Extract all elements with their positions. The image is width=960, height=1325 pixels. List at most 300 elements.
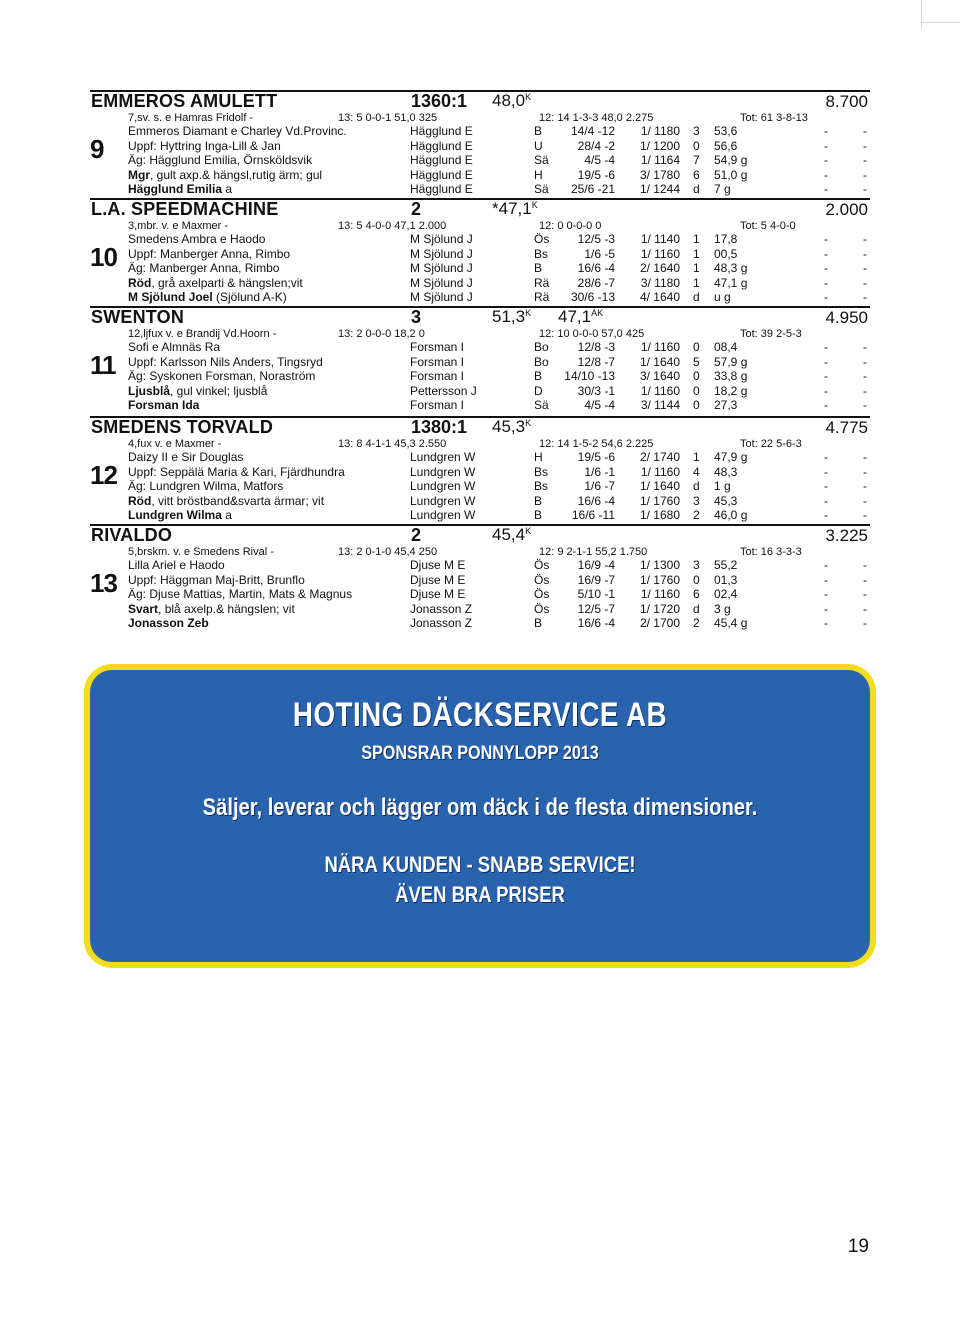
placing: 2	[693, 616, 700, 630]
driver: Hägglund E	[410, 167, 473, 182]
ad-subtitle: SPONSRAR PONNYLOPP 2013	[361, 743, 599, 764]
info-rest: , grå axelparti & hängslen;vit	[151, 275, 303, 290]
info-bold: Forsman Ida	[128, 398, 200, 412]
placing: 6	[693, 167, 700, 182]
race-date: 19/5 -6	[577, 167, 615, 182]
driver: Forsman I	[410, 354, 465, 369]
km-time: 27,3	[714, 398, 738, 412]
info-rest: Lilla Ariel e Haodo	[128, 558, 225, 572]
km-time: 54,9 g	[714, 153, 748, 167]
driver: M Sjölund J	[410, 232, 473, 246]
prize-won: -	[863, 261, 867, 275]
placing: 1	[693, 261, 700, 275]
info-rest: a	[222, 182, 233, 196]
track: Bs	[534, 464, 549, 479]
start-number: 12	[90, 460, 117, 490]
info-bold: Mgr	[128, 167, 150, 182]
info-text	[128, 558, 225, 572]
race-date: 30/6 -13	[570, 290, 615, 304]
race-row	[90, 232, 870, 247]
prize-won: -	[863, 232, 867, 246]
prize-won: -	[863, 153, 867, 167]
driver: Jonasson Z	[410, 601, 473, 616]
race-row	[90, 558, 870, 573]
info-rest: (Sjölund A-K)	[212, 290, 287, 304]
track: B	[534, 369, 543, 383]
placing: 1	[693, 246, 700, 261]
track: B	[534, 261, 543, 275]
prize-won: -	[863, 587, 867, 601]
stat-4: Tot: 39 2-5-3	[740, 328, 802, 340]
track: Bo	[534, 354, 549, 369]
race-date: 16/9 -4	[577, 558, 615, 572]
race-row	[90, 384, 870, 399]
km-time: 17,8	[714, 232, 738, 246]
info-text	[128, 290, 287, 304]
odds: -	[824, 572, 828, 587]
info-rest: Uppf: Manberger Anna, Rimbo	[128, 246, 291, 261]
horse-entry	[90, 198, 870, 305]
race-row	[90, 616, 870, 631]
odds: -	[824, 587, 828, 601]
horse-name: EMMEROS AMULETT	[91, 91, 278, 111]
race-date: 25/6 -21	[570, 182, 615, 196]
km-time: 7 g	[714, 182, 731, 196]
info-text	[128, 465, 345, 479]
race-row	[90, 369, 870, 384]
driver: Lundgren W	[410, 479, 476, 493]
info-text	[128, 340, 220, 354]
track: Ös	[534, 558, 550, 572]
info-text	[128, 355, 323, 369]
start-distance: 1/ 1640	[639, 479, 680, 493]
driver: M Sjölund J	[410, 261, 473, 275]
track: Rä	[534, 275, 550, 290]
info-rest: a	[221, 508, 232, 522]
stat-2: 13: 2 0-0-0 18,2 0	[338, 328, 425, 340]
track: Sä	[534, 182, 549, 196]
stat-3: 12: 0 0-0-0 0	[539, 220, 602, 232]
horse-header	[90, 306, 870, 328]
info-rest: Emmeros Diamant e Charley Vd.Provinc.	[128, 124, 347, 138]
prize-won: -	[863, 369, 867, 383]
stat-2: 13: 8 4-1-1 45,3 2.550	[338, 438, 447, 450]
start-distance: 1/ 1160	[640, 587, 680, 601]
odds: -	[824, 464, 828, 479]
track: B	[534, 508, 543, 522]
start-distance: 3/ 1640	[639, 369, 680, 383]
start-distance: 3/ 1780	[639, 167, 680, 182]
placing: 3	[693, 558, 700, 572]
km-time: 53,6	[714, 124, 738, 138]
stat-1: 7,sv. s. e Hamras Fridolf -	[128, 112, 254, 124]
track: B	[534, 124, 543, 138]
info-text	[128, 153, 312, 167]
prize-won: -	[863, 601, 867, 616]
stat-2: 13: 2 0-1-0 45,4 250	[338, 546, 438, 558]
info-text	[128, 384, 267, 398]
km-time: 33,8 g	[714, 369, 748, 383]
driver: M Sjölund J	[410, 246, 473, 261]
placing: 3	[693, 124, 700, 138]
odds: -	[824, 601, 828, 616]
prize-won: -	[863, 383, 867, 398]
horse-stats	[90, 328, 870, 340]
placing: d	[693, 479, 700, 493]
track: Sä	[534, 153, 549, 167]
km-time: 45,4 g	[714, 616, 748, 630]
odds: -	[824, 246, 828, 261]
record-value: *47,1	[492, 199, 532, 218]
placing: 6	[693, 587, 700, 601]
start-number: 10	[90, 242, 117, 272]
track: Bo	[534, 340, 549, 354]
record	[492, 307, 531, 327]
placing: 1	[693, 232, 700, 246]
stat-3: 12: 9 2-1-1 55,2 1.750	[539, 546, 648, 558]
stat-2: 13: 5 0-0-1 51,0 325	[338, 112, 438, 124]
start-distance: 3/ 1180	[640, 275, 680, 290]
driver: Hägglund E	[410, 182, 473, 196]
race-row	[90, 340, 870, 355]
race-row	[90, 124, 870, 139]
info-text	[128, 508, 232, 522]
race-date: 16/6 -4	[577, 261, 615, 275]
driver: Hägglund E	[410, 153, 473, 167]
km-time: 47,1 g	[714, 275, 748, 290]
stat-1: 12,ljfux v. e Brandij Vd.Hoorn -	[128, 328, 277, 340]
stat-1: 5,brskm. v. e Smedens Rival -	[128, 546, 274, 558]
driver: Djuse M E	[410, 587, 466, 601]
info-bold: Röd	[128, 275, 152, 290]
prize-won: -	[863, 450, 867, 464]
record-value: 48,0	[492, 91, 526, 110]
record2-sup: AK	[591, 308, 604, 318]
record	[492, 417, 531, 437]
info-rest: , gul vinkel; ljusblå	[170, 383, 268, 398]
horse-stats	[90, 438, 870, 450]
race-date: 19/5 -6	[577, 450, 615, 464]
race-date: 5/10 -1	[577, 587, 615, 601]
race-date: 12/8 -3	[577, 340, 615, 354]
info-text	[128, 182, 232, 196]
race-row	[90, 602, 870, 617]
ad-slogan-1: NÄRA KUNDEN - SNABB SERVICE!	[324, 852, 636, 877]
record	[492, 199, 538, 219]
odds: -	[824, 558, 828, 572]
km-time: 18,2 g	[714, 383, 748, 398]
info-text	[128, 276, 303, 290]
info-text	[128, 616, 209, 630]
distance: 3	[411, 307, 422, 327]
km-time: 55,2	[714, 558, 738, 572]
track: H	[534, 450, 543, 464]
prize-won: -	[863, 398, 867, 412]
track: Bs	[534, 479, 549, 493]
start-distance: 1/ 1300	[639, 558, 680, 572]
km-time: 3 g	[714, 601, 731, 616]
record-sup: K	[525, 526, 532, 536]
page-number: 19	[847, 1236, 869, 1257]
race-row	[90, 508, 870, 523]
stat-4: Tot: 22 5-6-3	[740, 438, 802, 450]
driver: Lundgren W	[410, 493, 476, 508]
track: Bs	[534, 246, 549, 261]
placing: d	[693, 290, 700, 304]
prize-won: -	[863, 508, 867, 522]
stat-1: 3,mbr. v. e Maxmer -	[128, 220, 229, 232]
driver: Djuse M E	[410, 558, 466, 572]
record-sup: K	[525, 308, 532, 318]
horse-header	[90, 198, 870, 220]
race-row	[90, 168, 870, 183]
horse-header	[90, 90, 870, 112]
stat-4: Tot: 5 4-0-0	[740, 220, 796, 232]
placing: 0	[693, 138, 700, 153]
track: B	[534, 493, 543, 508]
start-distance: 1/ 1140	[640, 232, 680, 246]
odds: -	[824, 354, 828, 369]
odds: -	[824, 138, 828, 153]
km-time: u g	[714, 290, 731, 304]
km-time: 48,3	[714, 464, 738, 479]
track: Ös	[534, 572, 550, 587]
distance: 1360:1	[411, 91, 468, 111]
driver: M Sjölund J	[410, 290, 473, 304]
race-date: 4/5 -4	[584, 398, 615, 412]
odds: -	[824, 261, 828, 275]
prize-won: -	[863, 572, 867, 587]
start-distance: 1/ 1720	[639, 601, 680, 616]
driver: Forsman I	[410, 340, 465, 354]
track: D	[534, 383, 543, 398]
start-distance: 1/ 1760	[639, 493, 680, 508]
race-row	[90, 276, 870, 291]
horse-entry	[90, 416, 870, 523]
stat-3: 12: 14 1-5-2 54,6 2.225	[539, 438, 654, 450]
driver: Forsman I	[410, 398, 465, 412]
odds: -	[824, 167, 828, 182]
info-rest: , blå axelp.& hängslen; vit	[158, 601, 295, 616]
km-time: 51,0 g	[714, 167, 748, 182]
start-distance: 1/ 1640	[639, 354, 680, 369]
start-number: 13	[90, 568, 117, 598]
km-time: 00,5	[714, 246, 738, 261]
info-rest: Uppf: Seppälä Maria & Kari, Fjärdhundra	[128, 464, 345, 479]
track: Sä	[534, 398, 549, 412]
placing: 5	[693, 354, 700, 369]
horse-stats	[90, 546, 870, 558]
placing: d	[693, 601, 700, 616]
driver: Forsman I	[410, 369, 465, 383]
info-text	[128, 232, 265, 246]
placing: 0	[693, 572, 700, 587]
race-row	[90, 465, 870, 480]
start-distance: 2/ 1740	[639, 450, 680, 464]
prize-won: -	[863, 138, 867, 153]
info-text	[128, 168, 322, 182]
race-date: 16/9 -7	[577, 572, 615, 587]
placing: 1	[693, 450, 700, 464]
km-time: 08,4	[714, 340, 738, 354]
info-rest: Daizy II e Sir Douglas	[128, 450, 244, 464]
prize-won: -	[863, 479, 867, 493]
info-bold: Hägglund Emilia	[128, 182, 223, 196]
track: B	[534, 616, 543, 630]
odds: -	[824, 340, 828, 354]
info-rest: Äg: Syskonen Forsman, Noraström	[128, 369, 316, 383]
race-row	[90, 153, 870, 168]
prize-won: -	[863, 340, 867, 354]
info-text	[128, 587, 352, 601]
race-row	[90, 573, 870, 588]
info-rest: Äg: Djuse Mattias, Martin, Mats & Magnus	[128, 587, 353, 601]
driver: Lundgren W	[410, 464, 476, 479]
start-distance: 1/ 1160	[640, 340, 680, 354]
distance: 1380:1	[411, 417, 468, 437]
record-2	[558, 307, 603, 327]
race-date: 1/6 -7	[584, 479, 615, 493]
prize-won: -	[863, 354, 867, 369]
horse-stats	[90, 112, 870, 124]
race-date: 14/10 -13	[564, 369, 615, 383]
track: Rä	[534, 290, 550, 304]
info-text	[128, 398, 199, 412]
placing: 0	[693, 383, 700, 398]
km-time: 57,9 g	[714, 354, 748, 369]
record-value: 45,4	[492, 525, 526, 544]
race-date: 4/5 -4	[584, 153, 615, 167]
record-value: 45,3	[492, 417, 526, 436]
start-distance: 1/ 1760	[639, 572, 680, 587]
placing: 3	[693, 493, 700, 508]
odds: -	[824, 369, 828, 383]
km-time: 48,3 g	[714, 261, 748, 275]
odds: -	[824, 479, 828, 493]
info-rest: Uppf: Häggman Maj-Britt, Brunflo	[128, 572, 305, 587]
stat-3: 12: 14 1-3-3 48,0 2.275	[539, 112, 654, 124]
prize-money: 2.000	[825, 200, 868, 219]
prize-won: -	[863, 167, 867, 182]
record	[492, 91, 531, 111]
start-distance: 1/ 1180	[640, 124, 680, 138]
race-row	[90, 398, 870, 413]
race-row	[90, 182, 870, 197]
placing: 7	[693, 153, 700, 167]
horse-header	[90, 524, 870, 546]
horse-name: SMEDENS TORVALD	[91, 417, 274, 437]
race-date: 30/3 -1	[577, 383, 615, 398]
distance: 2	[411, 525, 422, 545]
placing: 2	[693, 508, 700, 522]
odds: -	[824, 398, 828, 412]
info-text	[128, 369, 315, 383]
prize-won: -	[863, 275, 867, 290]
stat-4: Tot: 61 3-8-13	[740, 112, 808, 124]
ad-slogan-2: ÄVEN BRA PRISER	[395, 882, 565, 907]
info-bold: M Sjölund Joel	[128, 290, 213, 304]
horse-name: L.A. SPEEDMACHINE	[91, 199, 279, 219]
info-bold: Lundgren Wilma	[128, 508, 222, 522]
race-date: 12/5 -7	[577, 601, 615, 616]
start-distance: 4/ 1640	[639, 290, 680, 304]
driver: Pettersson J	[410, 383, 477, 398]
start-distance: 1/ 1200	[639, 138, 680, 153]
driver: Djuse M E	[410, 572, 466, 587]
horse-stats	[90, 220, 870, 232]
distance: 2	[411, 199, 422, 219]
info-rest: , gult axp.& hängsl,rutig ärm; gul	[150, 167, 323, 182]
info-rest: Äg: Lundgren Wilma, Matfors	[128, 479, 284, 493]
info-bold: Jonasson Zeb	[128, 616, 209, 630]
race-date: 16/6 -4	[577, 493, 615, 508]
prize-won: -	[863, 493, 867, 508]
driver: Lundgren W	[410, 450, 476, 464]
km-time: 56,6	[714, 138, 738, 153]
race-date: 16/6 -11	[571, 508, 615, 522]
prize-won: -	[863, 290, 867, 304]
info-bold: Ljusblå	[128, 383, 171, 398]
horse-name: SWENTON	[91, 307, 185, 327]
odds: -	[824, 508, 828, 522]
prize-money: 4.775	[825, 418, 868, 437]
race-row	[90, 139, 870, 154]
placing: 0	[693, 369, 700, 383]
odds: -	[824, 275, 828, 290]
prize-won: -	[863, 124, 867, 138]
crop-mark-horizontal	[920, 22, 960, 23]
race-date: 28/4 -2	[577, 138, 615, 153]
odds: -	[824, 493, 828, 508]
info-rest: Sofi e Almnäs Ra	[128, 340, 221, 354]
prize-won: -	[863, 464, 867, 479]
info-text	[128, 479, 283, 493]
km-time: 01,3	[714, 572, 738, 587]
info-text	[128, 602, 295, 616]
race-row	[90, 290, 870, 305]
record-sup: K	[525, 92, 532, 102]
prize-won: -	[863, 246, 867, 261]
start-distance: 1/ 1160	[640, 383, 680, 398]
sponsor-ad	[90, 670, 870, 962]
km-time: 46,0 g	[714, 508, 748, 522]
info-text	[128, 494, 324, 508]
info-text	[128, 124, 347, 138]
info-text	[128, 139, 281, 153]
info-rest: Äg: Hägglund Emilia, Örnsköldsvik	[128, 153, 313, 167]
record-sup: K	[525, 418, 532, 428]
horse-name: RIVALDO	[91, 525, 173, 545]
race-date: 16/6 -4	[577, 616, 615, 630]
driver: Jonasson Z	[410, 616, 473, 630]
horse-entry	[90, 524, 870, 631]
info-text	[128, 573, 305, 587]
info-text	[128, 450, 243, 464]
track: Ös	[534, 232, 550, 246]
crop-mark-vertical	[921, 0, 922, 28]
track: H	[534, 167, 543, 182]
track: Ös	[534, 587, 550, 601]
race-date: 12/8 -7	[577, 354, 615, 369]
record-sup: K	[531, 200, 538, 210]
race-row	[90, 450, 870, 465]
start-distance: 1/ 1160	[640, 246, 680, 261]
track: U	[534, 138, 543, 153]
info-rest: , vitt bröstband&svarta ärmar; vit	[151, 493, 325, 508]
placing: d	[693, 182, 700, 196]
start-distance: 1/ 1160	[640, 464, 680, 479]
track: Ös	[534, 601, 550, 616]
